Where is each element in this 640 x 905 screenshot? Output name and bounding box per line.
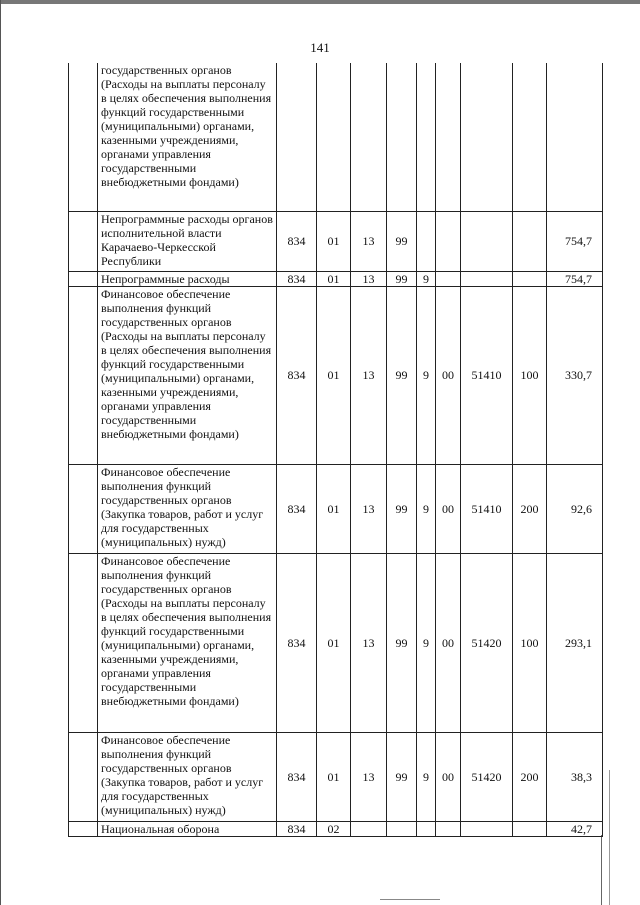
csr3-cell: 00 [436,732,461,821]
csr1-cell: 99 [387,464,417,553]
row-name: государственных органов (Расходы на выплаты персоналу в целях обеспечения выполнения функций государственными (муниципальными) органами, казенными учреждениями, органами управления государственными внебюджетными фондами) [98,63,277,211]
pr-cell: 13 [351,732,387,821]
ved-cell: 834 [277,286,317,464]
csr2-cell [417,63,436,211]
sum-cell: 92,6 [547,464,603,553]
csr3-cell [436,821,461,836]
csr1-cell: 99 [387,271,417,286]
csr4-cell [461,211,513,271]
scan-top-edge [0,0,640,4]
vr-cell [513,211,547,271]
csr1-cell: 99 [387,286,417,464]
csr3-cell: 00 [436,464,461,553]
row-index-cell [69,553,98,732]
rz-cell: 01 [317,271,351,286]
budget-table [68,63,603,837]
row-name: Национальная оборона [98,821,277,836]
table-row [69,553,603,732]
ved-cell: 834 [277,211,317,271]
table-row [69,464,603,553]
vr-cell: 100 [513,286,547,464]
ved-cell [277,63,317,211]
csr1-cell [387,821,417,836]
row-index-cell [69,821,98,836]
csr3-cell [436,271,461,286]
sum-cell: 293,1 [547,553,603,732]
pr-cell: 13 [351,211,387,271]
csr2-cell: 9 [417,464,436,553]
pr-cell: 13 [351,286,387,464]
ved-cell: 834 [277,553,317,732]
vr-cell [513,271,547,286]
sum-cell: 38,3 [547,732,603,821]
table-row [69,211,603,271]
sum-cell: 754,7 [547,211,603,271]
csr4-cell: 51420 [461,553,513,732]
csr4-cell: 51410 [461,464,513,553]
csr4-cell [461,821,513,836]
scan-right-mark-2 [609,770,610,905]
rz-cell: 01 [317,464,351,553]
row-name: Непрограммные расходы [98,271,277,286]
csr2-cell: 9 [417,286,436,464]
csr3-cell [436,211,461,271]
table-row [69,271,603,286]
csr1-cell: 99 [387,553,417,732]
sum-cell: 42,7 [547,821,603,836]
page-number: 141 [310,40,330,55]
table-row [69,732,603,821]
csr1-cell [387,63,417,211]
pr-cell: 13 [351,553,387,732]
csr4-cell [461,63,513,211]
csr3-cell: 00 [436,286,461,464]
row-index-cell [69,63,98,211]
csr2-cell: 9 [417,553,436,732]
csr2-cell: 9 [417,271,436,286]
vr-cell: 100 [513,553,547,732]
sum-cell: 330,7 [547,286,603,464]
csr2-cell: 9 [417,732,436,821]
row-name: Финансовое обеспечение выполнения функций государственных органов (Закупка товаров, работ и услуг для государственных (муниципальных) нужд) [98,732,277,821]
row-index-cell [69,732,98,821]
csr1-cell: 99 [387,211,417,271]
row-index-cell [69,286,98,464]
pr-cell: 13 [351,464,387,553]
vr-cell [513,821,547,836]
ved-cell: 834 [277,464,317,553]
row-name: Финансовое обеспечение выполнения функций государственных органов (Закупка товаров, работ и услуг для государственных (муниципальных) нужд) [98,464,277,553]
rz-cell [317,63,351,211]
rz-cell: 01 [317,211,351,271]
csr2-cell [417,821,436,836]
table-row [69,286,603,464]
row-index-cell [69,464,98,553]
scan-left-edge [0,0,1,905]
vr-cell [513,63,547,211]
sum-cell [547,63,603,211]
rz-cell: 01 [317,286,351,464]
table-row [69,63,603,211]
ved-cell: 834 [277,271,317,286]
row-name: Непрограммные расходы органов исполнительной власти Карачаево-Черкесской Республики [98,211,277,271]
csr4-cell: 51420 [461,732,513,821]
row-index-cell [69,271,98,286]
rz-cell: 01 [317,732,351,821]
row-name: Финансовое обеспечение выполнения функций государственных органов (Расходы на выплаты персоналу в целях обеспечения выполнения функций государственными (муниципальными) органами, казенными учреждениями, органами управления государственными внебюджетными фондами) [98,553,277,732]
scan-right-mark [601,835,602,905]
rz-cell: 01 [317,553,351,732]
row-index-cell [69,211,98,271]
csr4-cell [461,271,513,286]
pr-cell: 13 [351,271,387,286]
vr-cell: 200 [513,464,547,553]
row-name: Финансовое обеспечение выполнения функций государственных органов (Расходы на выплаты персоналу в целях обеспечения выполнения функций государственными (муниципальными) органами, казенными учреждениями, органами управления государственными внебюджетными фондами) [98,286,277,464]
vr-cell: 200 [513,732,547,821]
rz-cell: 02 [317,821,351,836]
ved-cell: 834 [277,732,317,821]
sum-cell: 754,7 [547,271,603,286]
scan-bottom-mark [380,899,440,900]
csr2-cell [417,211,436,271]
pr-cell [351,63,387,211]
table-row [69,821,603,836]
csr1-cell: 99 [387,732,417,821]
csr4-cell: 51410 [461,286,513,464]
csr3-cell: 00 [436,553,461,732]
ved-cell: 834 [277,821,317,836]
csr3-cell [436,63,461,211]
pr-cell [351,821,387,836]
